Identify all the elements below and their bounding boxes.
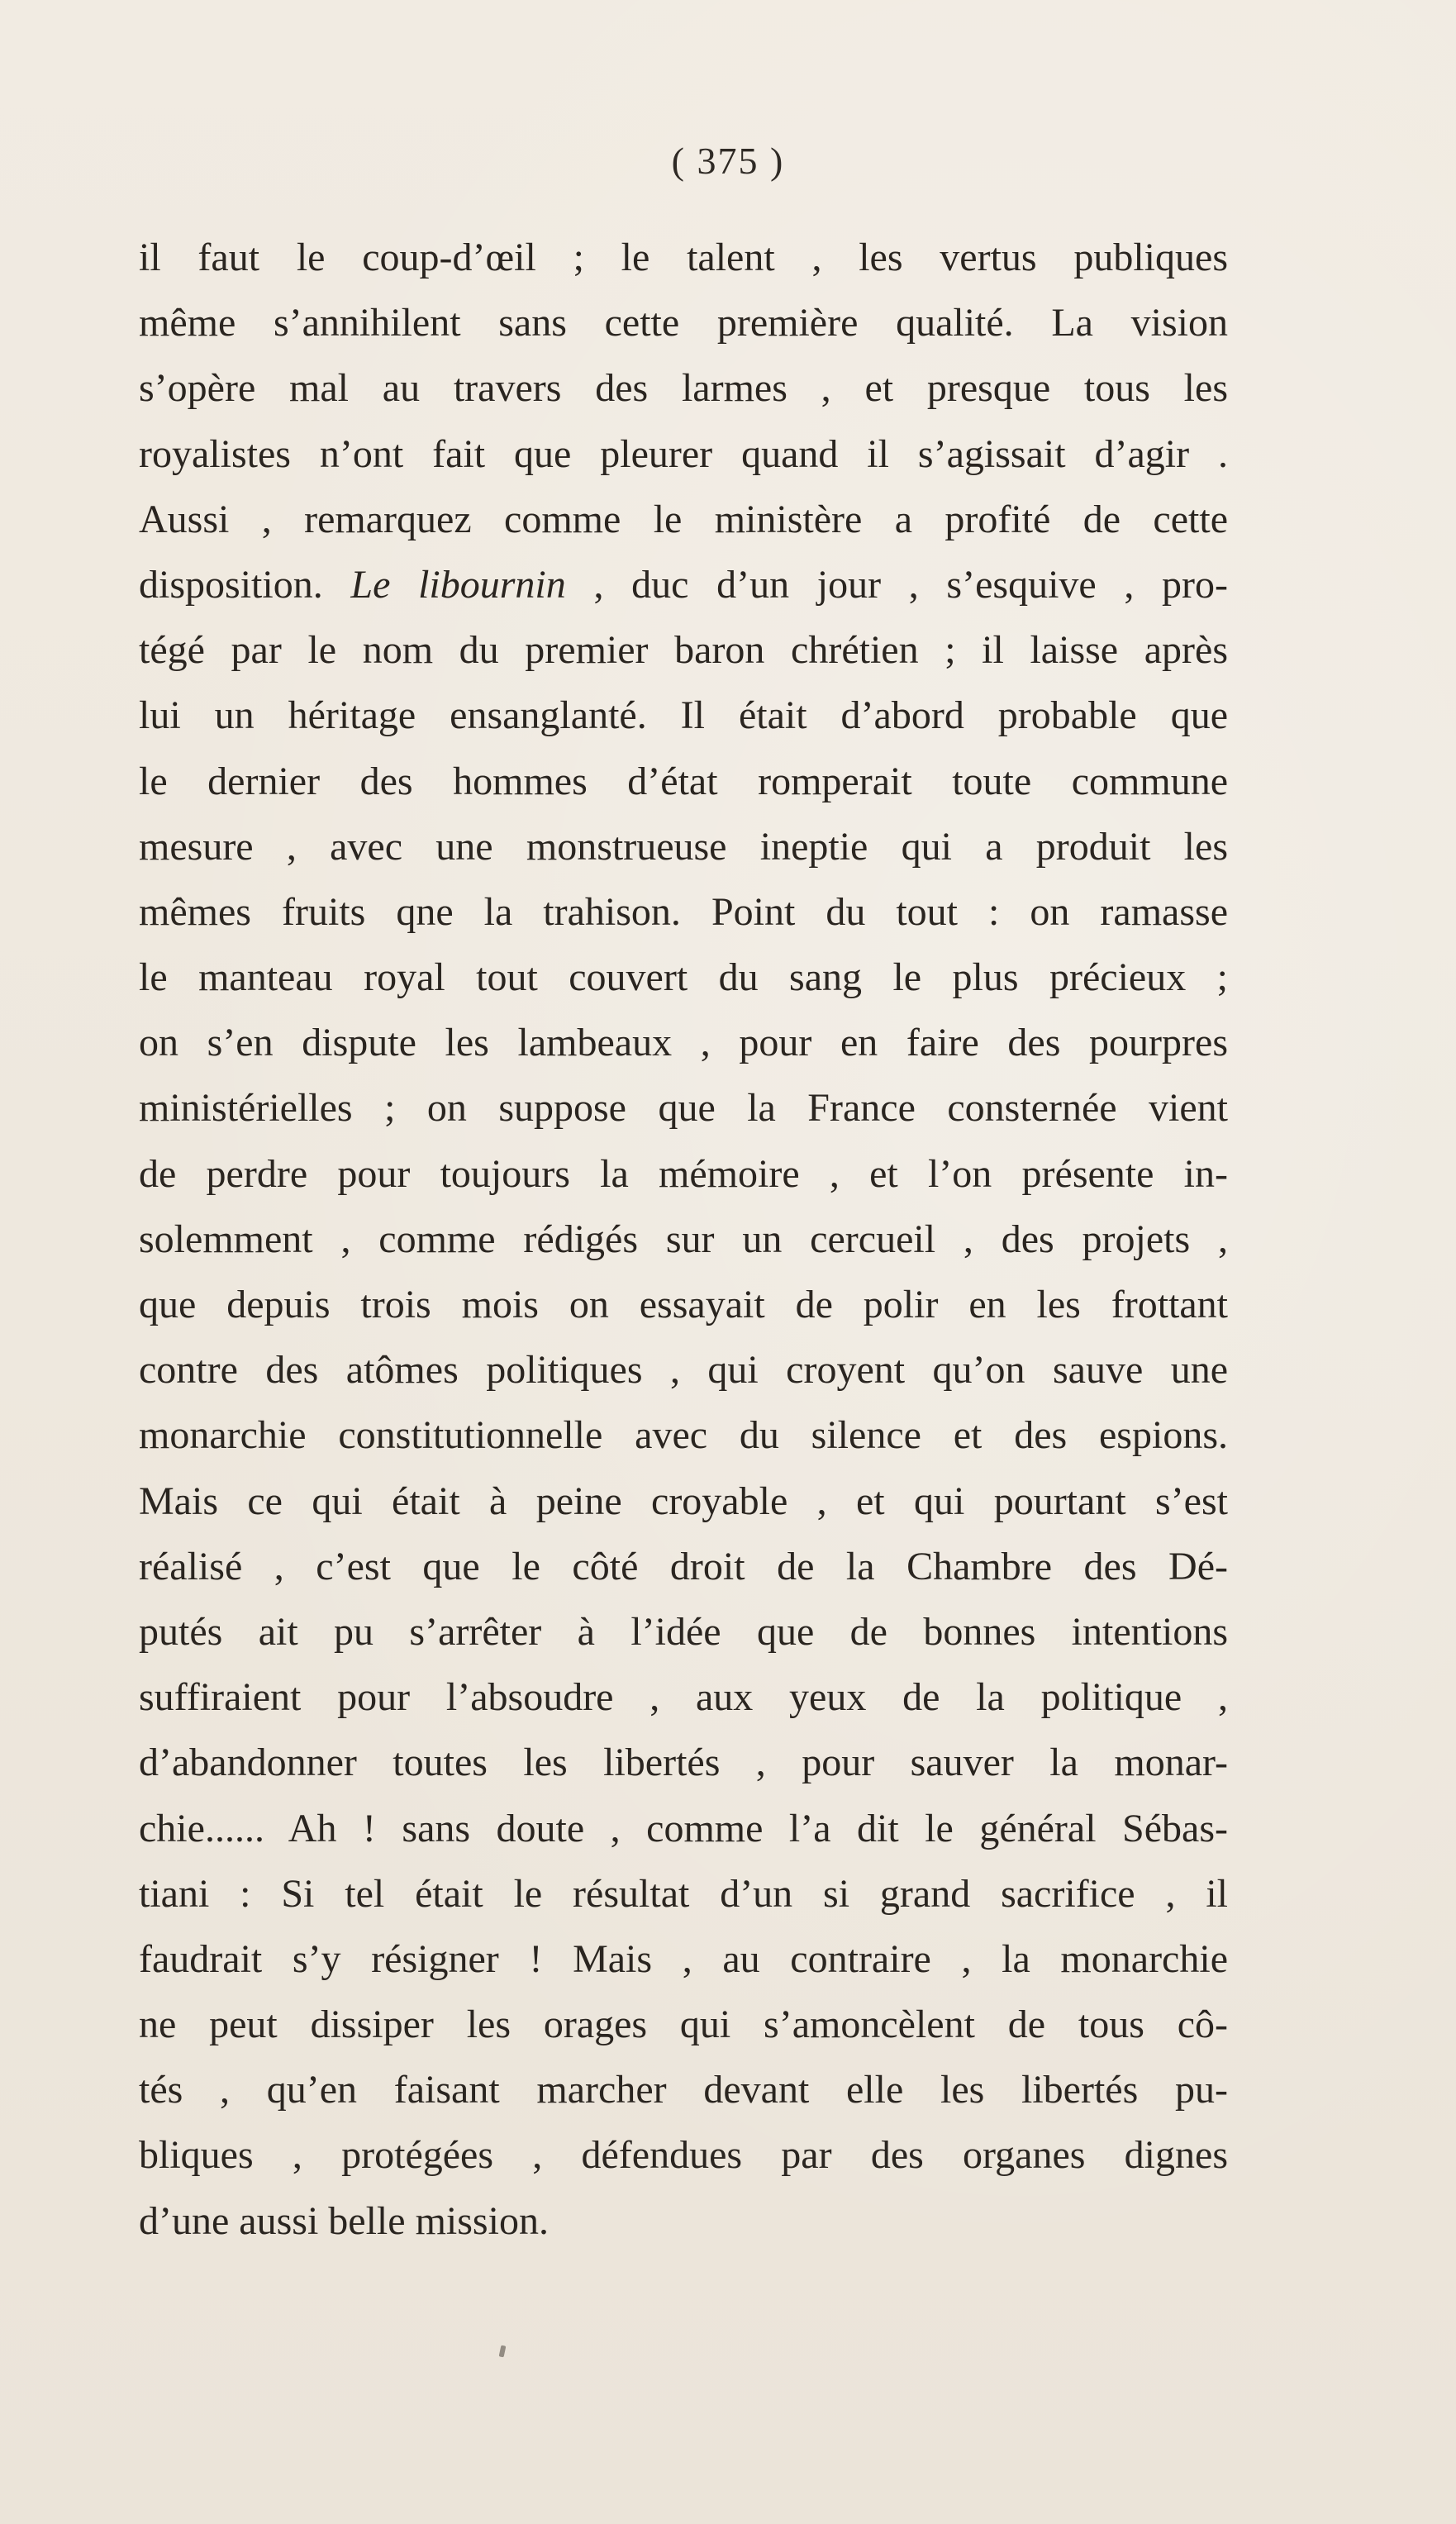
text-line: on s’en dispute les lambeaux , pour en faire des pourpres: [139, 1021, 1228, 1065]
text-line: putés ait pu s’arrêter à l’idée que de bonnes intentions: [139, 1609, 1228, 1654]
text-line: le manteau royal tout couvert du sang le plus précieux ;: [139, 955, 1228, 1000]
text-line: chie...... Ah ! sans doute , comme l’a dit le général Sébas-: [139, 1806, 1228, 1850]
text-line: solemment , comme rédigés sur un cercueil , des projets ,: [139, 1217, 1228, 1261]
text-line: Mais ce qui était à peine croyable , et qui pourtant s’est: [139, 1479, 1228, 1523]
text-line: mesure , avec une monstrueuse ineptie qui a produit les: [139, 824, 1228, 869]
text-line: faudrait s’y résigner ! Mais , au contraire , la monarchie: [139, 1936, 1228, 1981]
text-line: que depuis trois mois on essayait de polir en les frottant: [139, 1283, 1228, 1326]
text-line: suffiraient pour l’absoudre , aux yeux de la politique ,: [139, 1675, 1228, 1720]
text-line: il faut le coup-d’œil ; le talent , les vertus publiques: [139, 236, 1228, 279]
text-line: d’abandonner toutes les libertés , pour sauver la monar-: [139, 1741, 1228, 1785]
page-number: ( 375 ): [671, 140, 785, 182]
text-line-last: d’une aussi belle mission.: [139, 2198, 549, 2243]
text-segment: disposition.: [139, 562, 351, 607]
text-line: même s’annihilent sans cette première qualité. La vision: [139, 301, 1228, 345]
text-line: ministérielles ; on suppose que la France consternée vient: [139, 1086, 1228, 1131]
text-line: Aussi , remarquez comme le ministère a profité de cette: [139, 497, 1228, 541]
text-segment: , duc d’un jour , s’esquive , pro-: [565, 562, 1229, 607]
ink-speck: [499, 2345, 507, 2358]
body-text: [139, 225, 1228, 2254]
text-line: tiani : Si tel était le résultat d’un si grand sacrifice , il: [139, 1871, 1228, 1916]
text-line: ne peut dissiper les orages qui s’amoncèlent de tous cô-: [139, 2003, 1228, 2047]
text-line: tégé par le nom du premier baron chrétien ; il laisse après: [139, 628, 1228, 673]
text-line: mêmes fruits qne la trahison. Point du tout : on ramasse: [139, 889, 1228, 934]
text-line: tés , qu’en faisant marcher devant elle les libertés pu-: [139, 2068, 1228, 2112]
text-line: de perdre pour toujours la mémoire , et l’on présente in-: [139, 1151, 1228, 1196]
text-line: s’opère mal au travers des larmes , et presque tous les: [139, 366, 1228, 411]
text-line: le dernier des hommes d’état romperait toute commune: [139, 759, 1228, 803]
text-line: contre des atômes politiques , qui croyent qu’on sauve une: [139, 1348, 1228, 1393]
text-line: lui un héritage ensanglanté. Il était d’abord probable que: [139, 693, 1228, 738]
text-line: bliques , protégées , défendues par des organes dignes: [139, 2133, 1228, 2178]
text-line-with-italic: [139, 552, 1228, 617]
text-line: réalisé , c’est que le côté droit de la Chambre des Dé-: [139, 1544, 1228, 1588]
text-line: royalistes n’ont fait que pleurer quand il s’agissait d’agir .: [139, 431, 1228, 476]
italic-name: Le libournin: [350, 562, 566, 607]
text-line: monarchie constitutionnelle avec du silence et des espions.: [139, 1413, 1228, 1458]
